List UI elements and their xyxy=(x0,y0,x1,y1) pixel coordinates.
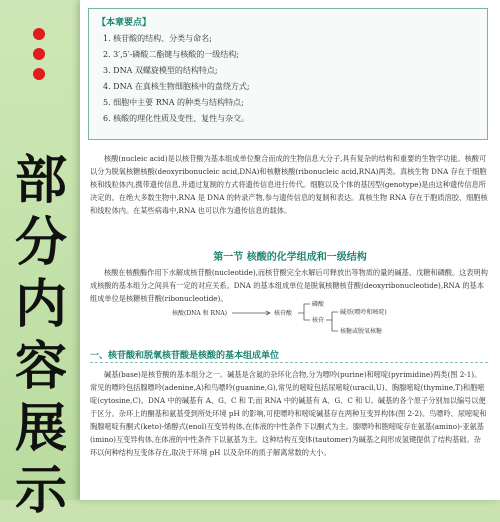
diagram-branch xyxy=(304,313,310,320)
decorative-dots xyxy=(33,28,45,88)
key-points-box xyxy=(88,8,488,140)
diagram-nucleotide-label: 核苷酸 xyxy=(274,310,293,317)
sidebar-title-char: 展 xyxy=(14,399,67,459)
diagram-root-label: 核酸(DNA 和 RNA) xyxy=(172,310,227,317)
intro-paragraph: 核酸(nucleic acid)是以核苷酸为基本组成单位聚合而成的生物信息大分子,具有复杂的结构和重要的生物学功能。核酸可以分为脱氧核糖核酸(deoxyribonucleic acid,DNA)和核糖核酸(ribonucleic acid,RNA)两类。真核生物 DNA 存在于细胞核和线粒体内,携带遗传信息,并通过复制的方式将遗传信息进行传代。细胞以及个体的基因型(genotype)是由这种遗传信息所决定的。在绝大多数生物中,RNA 是 DNA 的转录产物,参与遗传信息的复制和表达。真核生物 RNA 存在于胞质溶胶、细胞核和线粒体内。在某些病毒中,RNA 也可以作为遗传信息的载体。 xyxy=(90,154,488,215)
sidebar-title-char: 部 xyxy=(14,151,67,211)
sidebar-title-char: 容 xyxy=(14,337,67,397)
diagram-phosphate-label: 磷酸 xyxy=(312,301,325,308)
composition-diagram xyxy=(110,298,470,338)
section-title: 第一节 核酸的化学组成和一级结构 xyxy=(213,252,367,263)
subsection-paragraph: 碱基(base)是核苷酸的基本组分之一。碱基是含氮的杂环化合物,分为嘌呤(purine)和嘧啶(pyrimidine)两类(图 2-1)。常见的嘌呤包括腺嘌呤(adenine,A)和鸟嘌呤(guanine,G),常见的嘧啶包括尿嘧啶(uracil,U)、胸腺嘧啶(thymine,T)和胞嘧啶(cytosine,C)。DNA 中的碱基有 A、G、C 和 T;而 RNA 中的碱基有 A、G、C 和 U。碱基的各个原子分别加以编号以便于区分。杂环上的酮基和氨基受到所处环境 pH 的影响,可使嘌呤和嘧啶碱基存在两种互变异构体(图 2-2)。鸟嘌呤、尿嘧啶和胸腺嘧啶有酮式(keto)-烯醇式(enol)互变异构体,在体液的中性条件下以酮式为主。腺嘌呤和胞嘧啶存在氨基(amino)-亚氨基(imino)互变异构体,在体液的中性条件下以氨基为主。这种结构互变体(tautomer)为碱基之间形成氢键提供了结构基础。杂环以何种结构互变体存在,取决于环境 pH 以及杂环的质子解离常数的大小。 xyxy=(90,370,487,457)
diagram-sugar-label: 核糖或脱氧核糖 xyxy=(340,328,383,335)
book-page xyxy=(80,0,500,500)
sidebar-title-char: 内 xyxy=(14,275,67,335)
sidebar-title-char: 分 xyxy=(14,213,67,273)
key-points-title: 【本章要点】 xyxy=(97,18,152,28)
subsection-divider xyxy=(90,362,488,363)
subsection-title: 一、核苷酸和脱氧核苷酸是核酸的基本组成单位 xyxy=(90,351,280,361)
diagram-nucleoside-label: 核苷 xyxy=(312,317,325,324)
red-dot-icon xyxy=(33,68,45,80)
key-point-item: 2. 3′,5′-磷酸二酯键与核酸的一级结构; xyxy=(103,50,239,59)
sidebar-banner xyxy=(0,0,80,521)
key-point-item: 1. 核苷酸的结构、分类与命名; xyxy=(103,34,212,43)
sidebar-title-char: 示 xyxy=(14,461,67,521)
diagram-branch xyxy=(298,304,310,313)
key-point-item: 3. DNA 双螺旋模型的结构特点; xyxy=(103,66,218,75)
diagram-base-label: 碱基(嘌呤和嘧啶) xyxy=(340,309,387,316)
red-dot-icon xyxy=(33,28,45,40)
key-point-item: 6. 核酸的理化性质及变性、复性与杂交。 xyxy=(103,114,250,123)
key-point-item: 4. DNA 在真核生物细胞核中的盘绕方式; xyxy=(103,82,250,91)
key-points-list xyxy=(103,31,250,127)
key-point-item: 5. 细胞中主要 RNA 的种类与结构特点; xyxy=(103,98,244,107)
sidebar-title xyxy=(6,150,76,522)
red-dot-icon xyxy=(33,48,45,60)
section-paragraph: 核酸在核酸酶作用下水解成核苷酸(nucleotide),而核苷酸完全水解后可释放出等物质的量的碱基、戊糖和磷酸。这表明构成核酸的基本组分之间具有一定的对应关系。DNA 的基本组成单位是脱氧核糖核苷酸(deoxyribonucleotide),RNA 的基本组成单位是核糖核苷酸(ribonucleotide)。 xyxy=(90,268,488,303)
diagram-branch xyxy=(332,320,338,331)
diagram-branch xyxy=(326,312,338,320)
